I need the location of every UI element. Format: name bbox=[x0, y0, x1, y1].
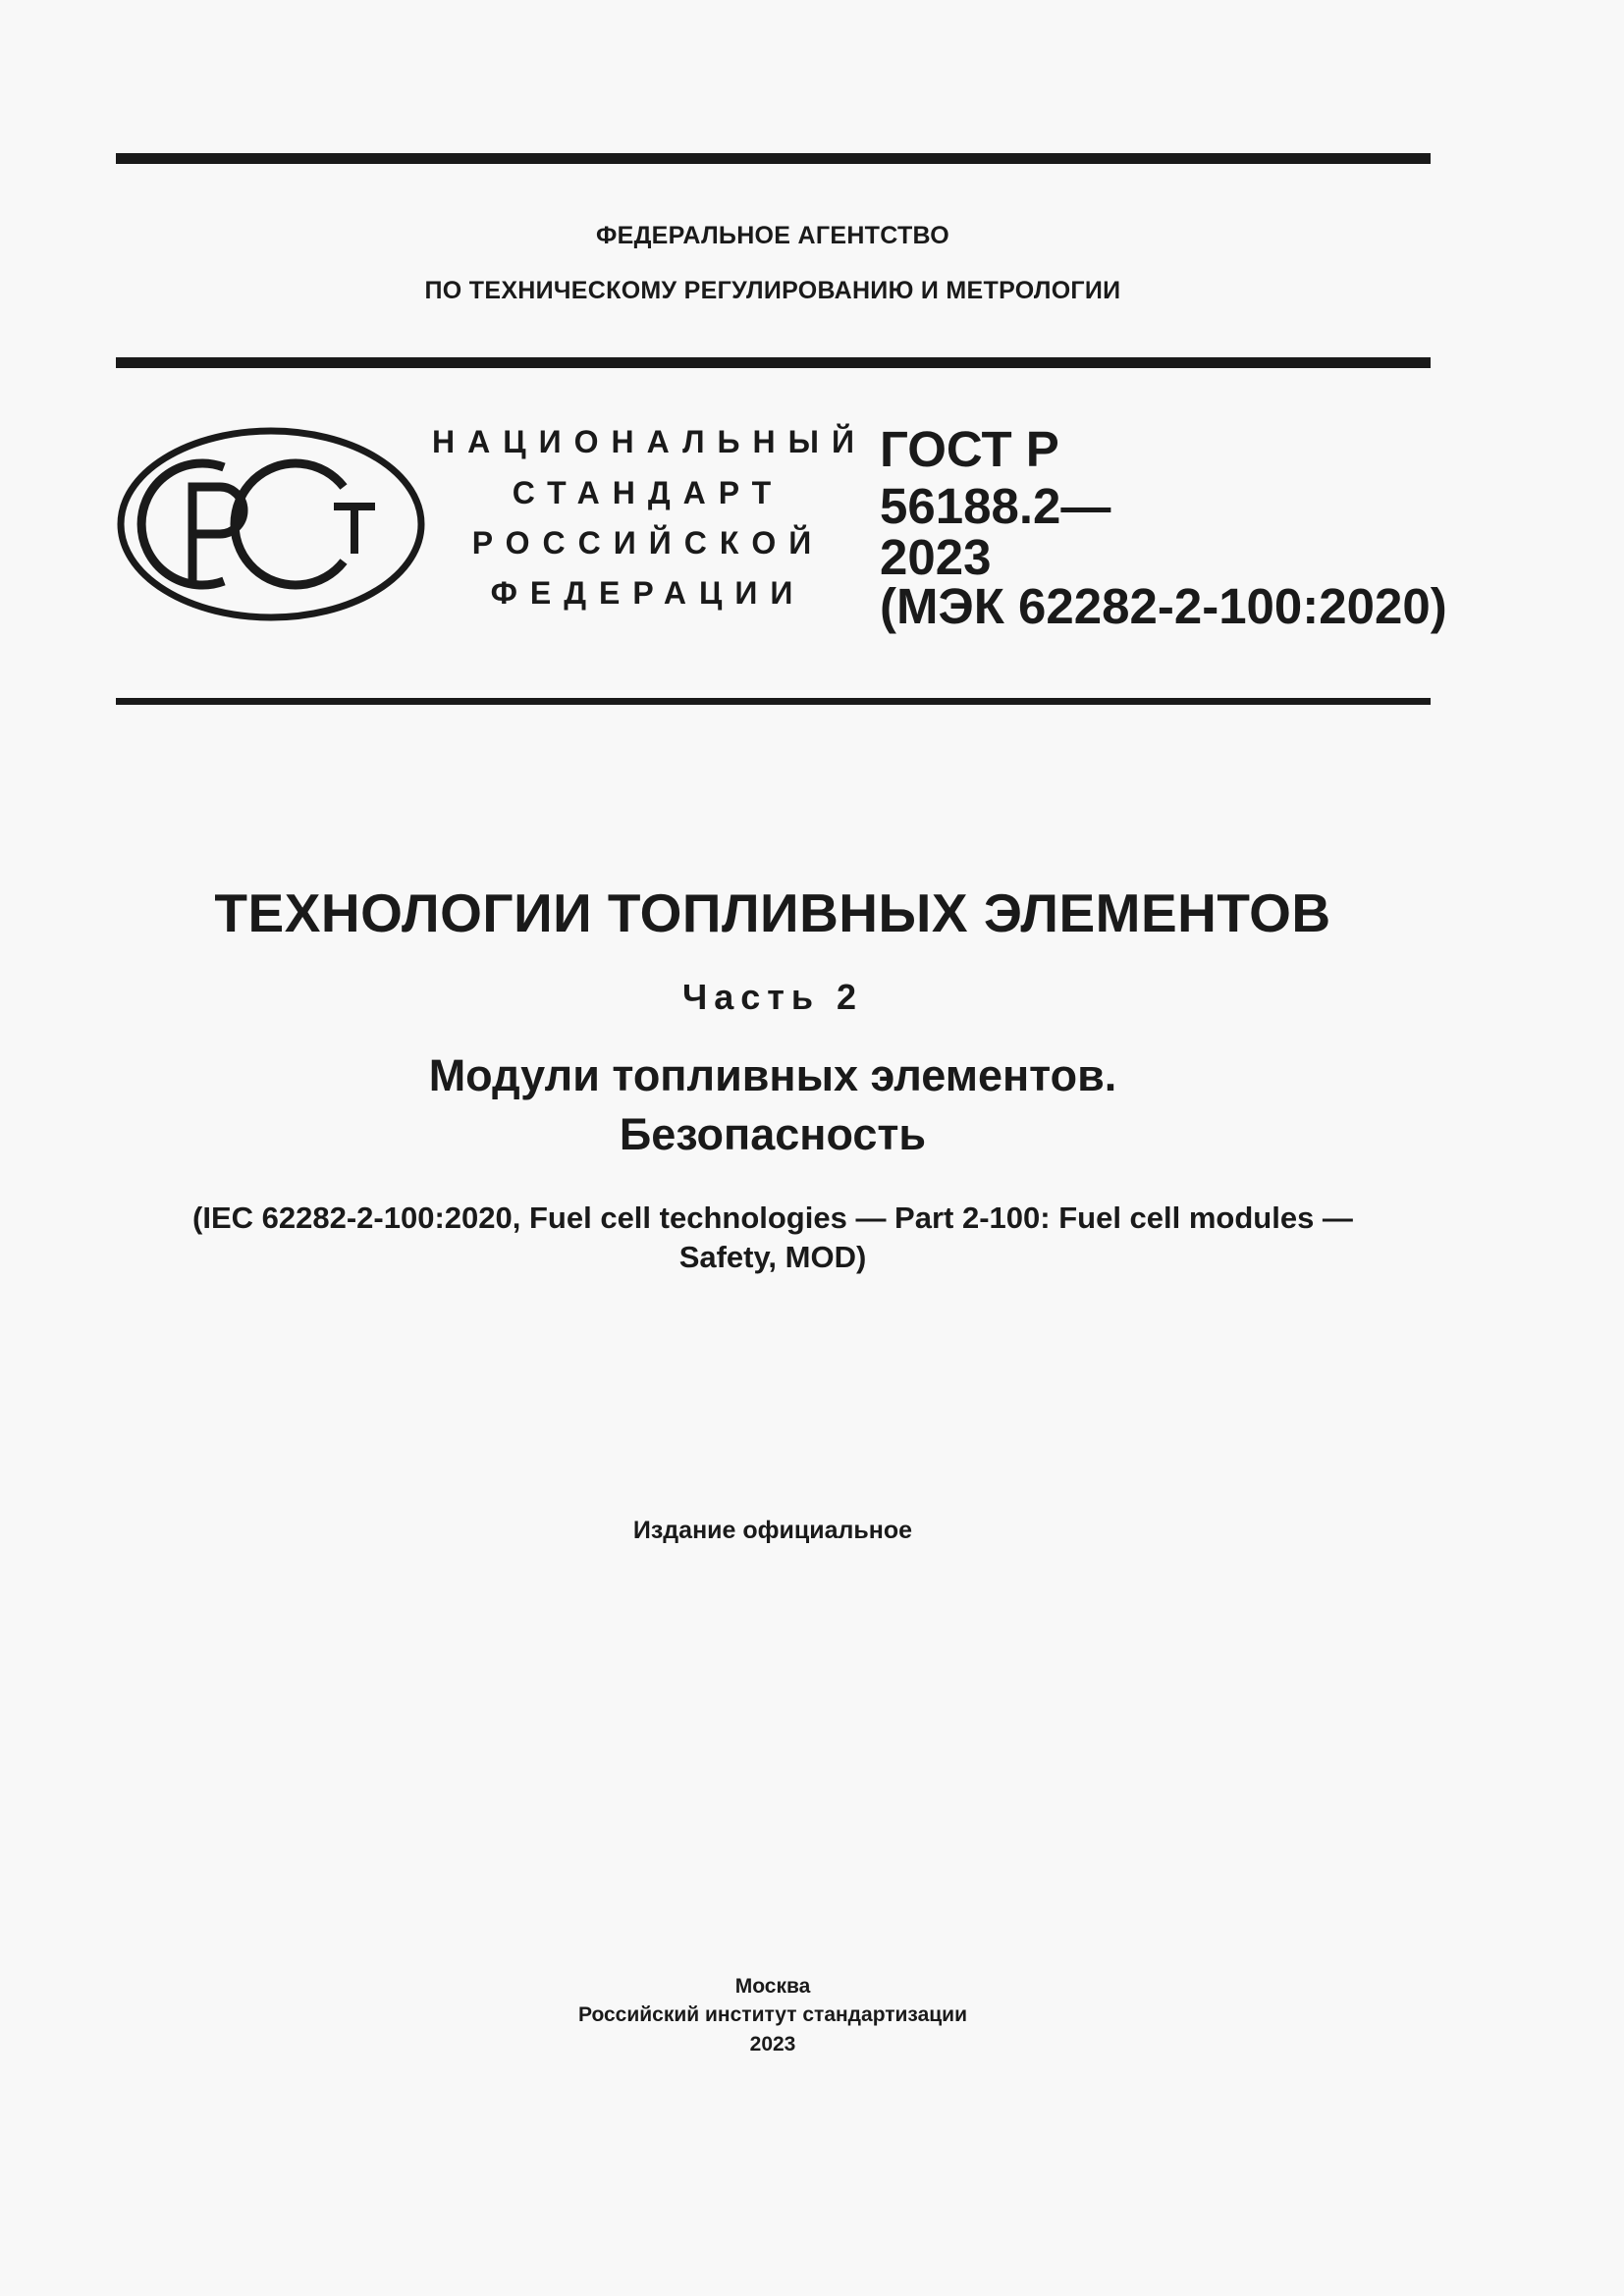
top-rule bbox=[116, 153, 1431, 164]
publisher-name: Российский институт стандартизации bbox=[577, 2003, 968, 2026]
agency-line-1: ФЕДЕРАЛЬНОЕ АГЕНТСТВО bbox=[595, 222, 950, 249]
standard-type-line-1: НАЦИОНАЛЬНЫЙ bbox=[432, 424, 867, 459]
part-number: Часть 2 bbox=[681, 977, 864, 1017]
main-title: ТЕХНОЛОГИИ ТОПЛИВНЫХ ЭЛЕМЕНТОВ bbox=[214, 882, 1331, 943]
rst-certification-mark-icon bbox=[116, 426, 426, 622]
subtitle-line-1: Модули топливных элементов. bbox=[428, 1050, 1117, 1100]
standard-type-line-2: СТАНДАРТ bbox=[512, 475, 785, 510]
designation-line-2: 56188.2— bbox=[880, 478, 1111, 534]
international-reference-line-1: (IEC 62282-2-100:2020, Fuel cell technologies — Part 2-100: Fuel cell modules — bbox=[192, 1201, 1353, 1235]
designation-line-4: (МЭК 62282-2-100:2020) bbox=[880, 578, 1447, 634]
standard-type-line-3: РОССИЙСКОЙ bbox=[471, 525, 825, 561]
designation-rule bbox=[116, 698, 1431, 705]
publication-city: Москва bbox=[734, 1975, 811, 1998]
designation-line-3: 2023 bbox=[880, 529, 992, 585]
agency-line-2: ПО ТЕХНИЧЕСКОМУ РЕГУЛИРОВАНИЮ И МЕТРОЛОГИИ bbox=[424, 277, 1121, 304]
edition-label: Издание официальное bbox=[632, 1517, 913, 1544]
standard-type-line-4: ФЕДЕРАЦИИ bbox=[490, 575, 806, 611]
international-reference-line-2: Safety, MOD) bbox=[678, 1240, 867, 1274]
subtitle-line-2: Безопасность bbox=[619, 1109, 927, 1159]
publication-year: 2023 bbox=[749, 2033, 796, 2056]
designation-line-1: ГОСТ Р bbox=[880, 421, 1059, 477]
header-rule bbox=[116, 357, 1431, 368]
